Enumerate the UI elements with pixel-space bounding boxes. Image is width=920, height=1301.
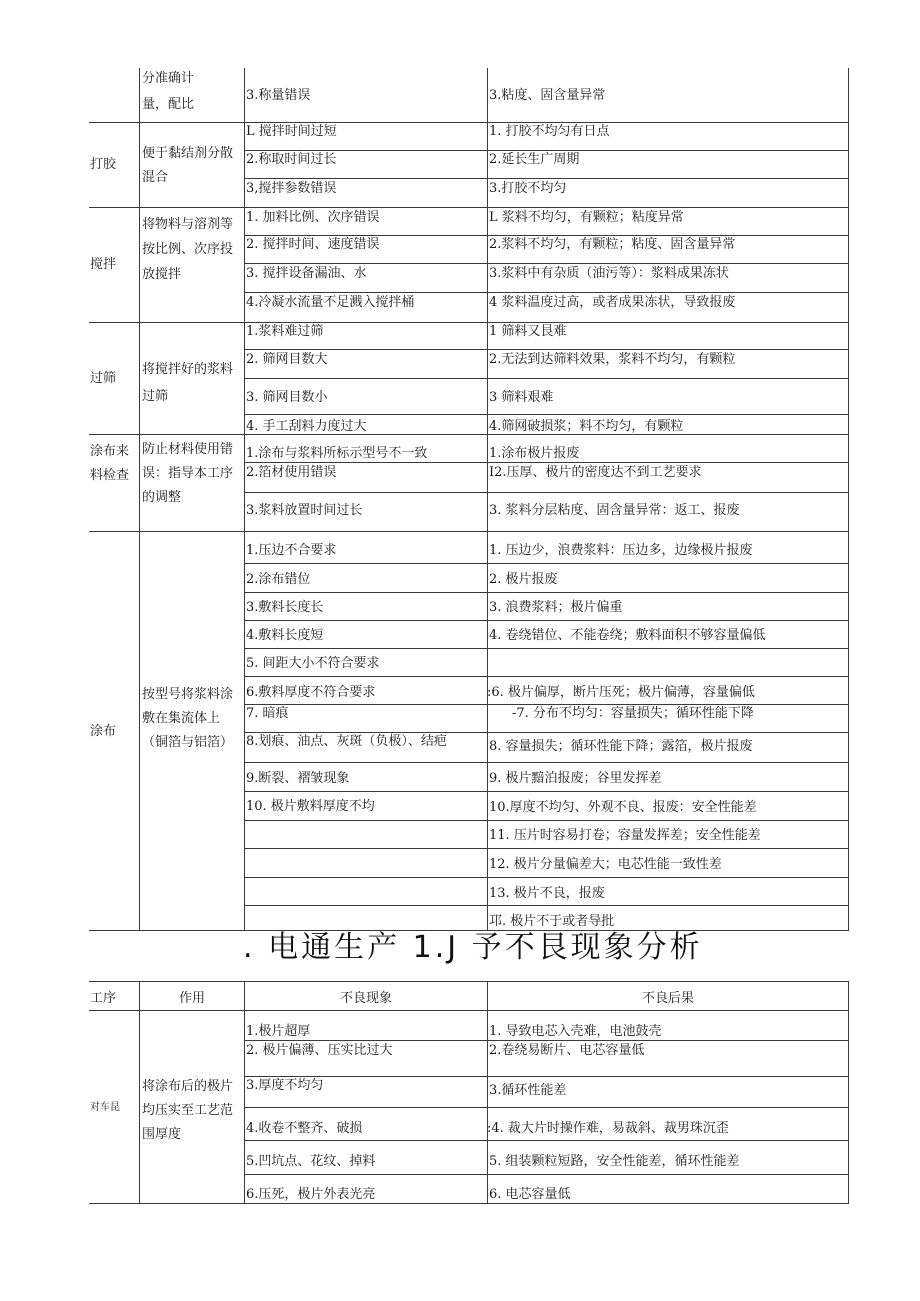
result-cell: -7. 分布不均匀：容量损失；循环性能下降 <box>512 706 754 721</box>
row-border <box>89 207 849 208</box>
row-border <box>244 1076 849 1077</box>
result-cell: 1. 压边少，浪费浆料：压边多，边缘极片报废 <box>489 543 753 558</box>
issue-cell: 4. 手工刮料力度过大 <box>246 419 367 434</box>
result-cell: 2.延长生广周期 <box>489 152 580 167</box>
row-border <box>89 531 849 532</box>
issue-cell: 1. 加料比例、次序错误 <box>246 210 380 225</box>
row-border <box>244 648 849 649</box>
result-cell: 5. 组装颗粒短路，安全性能差，循环性能差 <box>489 1154 740 1169</box>
purpose-cell: 将物料与溶剂等按比例、次序投放搅拌 <box>142 217 234 282</box>
row-border <box>89 434 849 435</box>
row-border <box>244 762 849 763</box>
issue-cell: 4.收卷不整齐、破损 <box>246 1121 363 1136</box>
process-cell: 打胶 <box>90 157 117 172</box>
issue-cell: 3,搅拌参数错误 <box>246 181 337 196</box>
result-cell: 3.循环性能差 <box>489 1083 567 1098</box>
issue-cell: 2. 筛网目数大 <box>246 352 328 367</box>
issue-cell: 5. 间距大小不符合要求 <box>246 656 380 671</box>
issue-cell: 3.称量错误 <box>246 88 311 103</box>
result-cell: 12. 极片分量偏差大；电芯性能一致性差 <box>489 857 722 872</box>
purpose-cell: 将搅拌好的浆料过筛 <box>142 362 234 404</box>
result-cell: 1. 打胶不均匀有日点 <box>489 124 610 139</box>
issue-cell: 7. 暗痕 <box>246 706 289 721</box>
result-cell: 8. 容量损失；循环性能下降；露箔，极片报废 <box>489 739 753 754</box>
result-cell: 1. 导致电芯入壳难，电池鼓壳 <box>489 1024 662 1039</box>
result-cell: 6. 电芯容量低 <box>489 1187 571 1202</box>
result-cell: 10.厚度不均匀、外观不良、报废：安全性能差 <box>489 800 757 815</box>
issue-cell: 6.压死，极片外表光亮 <box>246 1187 376 1202</box>
process-cell: 搅拌 <box>90 257 117 272</box>
result-cell: 3 筛料艰难 <box>489 390 554 405</box>
issue-cell: 4.冷凝水流量不足溅入搅拌桶 <box>246 295 415 310</box>
row-border <box>89 322 849 323</box>
result-cell: 3. 浆料分层粘度、固含量异常：返工、报废 <box>489 503 740 518</box>
issue-cell: 10. 极片敷料厚度不均 <box>246 799 375 814</box>
result-cell: 4.筛网破损浆；料不均匀，有颗粒 <box>489 419 684 434</box>
section-title: . 电通生产 1.J 予不艮现象分析 <box>243 930 703 965</box>
purpose-cell: 按型号将浆料涂敷在集流体上（铜箔与铝箔） <box>142 687 234 750</box>
col-border-3 <box>487 68 488 930</box>
issue-cell: 3. 筛网目数小 <box>246 390 328 405</box>
row-border <box>244 791 849 792</box>
result-cell: 1.涂布极片报废 <box>489 446 580 461</box>
issue-cell: 1.压边不合要求 <box>246 543 337 558</box>
row-border <box>244 592 849 593</box>
issue-cell: 1.浆料难过筛 <box>246 324 324 339</box>
row-border <box>244 1107 849 1108</box>
issue-cell: 3.浆料放置时间过长 <box>246 503 363 518</box>
col-border-2 <box>244 981 245 1203</box>
issue-cell: 4.敷料长度短 <box>246 628 324 643</box>
row-border <box>244 820 849 821</box>
result-cell: 11. 压片时容易打卷；容量发挥差；安全性能差 <box>489 828 761 843</box>
col-border-1 <box>139 981 140 1203</box>
issue-cell: 5.凹坑点、花纹、掉料 <box>246 1154 376 1169</box>
issue-cell: 2. 搅拌时间、速度错误 <box>246 237 380 252</box>
issue-cell: 2.称取时间过长 <box>246 152 337 167</box>
result-cell: L 浆料不均匀，有颗粒；粘度异常 <box>489 210 684 225</box>
header-result: 不良后果 <box>641 991 694 1006</box>
result-cell: 1 筛料又艮难 <box>489 324 567 339</box>
issue-cell: 1.涂布与浆料所标示型号不一致 <box>246 446 428 461</box>
result-cell: 3. 浪费浆料；极片偏重 <box>489 600 623 615</box>
issue-cell: 2.箔材使用错误 <box>246 465 337 480</box>
issue-cell: 9.断裂、褶皱现象 <box>246 771 350 786</box>
header-process: 工序 <box>90 991 117 1006</box>
process-cell: 涂布 <box>90 724 117 739</box>
result-cell: 2.卷绕易断片、电芯容量低 <box>489 1043 645 1058</box>
purpose-cell: 将涂布后的极片均压实至工艺范围厚度 <box>142 1079 234 1142</box>
result-cell: 2.浆料不均匀，有颗粒；粘度、固含量异常 <box>489 237 736 252</box>
header-issue: 不良现象 <box>339 991 392 1006</box>
issue-cell: 8.划痕、油点、灰斑（负极）、结疤 <box>246 734 447 749</box>
table-bottom-border <box>89 1203 849 1204</box>
purpose-cell: 分准确计量，配比 <box>142 71 195 112</box>
row-border <box>244 620 849 621</box>
purpose-cell: 便于黏结剂分散混合 <box>142 146 234 185</box>
result-cell: :4. 裁大片时操作难，易裁斜、裁男珠沉歪 <box>487 1121 729 1136</box>
row-border <box>244 676 849 677</box>
col-border-2 <box>244 68 245 930</box>
col-border-4 <box>848 981 849 1203</box>
table-top-border <box>89 981 849 982</box>
result-cell: 2. 极片报废 <box>489 572 558 587</box>
result-cell: 邛. 极片不于或者导批 <box>489 914 615 929</box>
process-cell: 涂布来料检查 <box>90 444 130 483</box>
issue-cell: L 搅拌时间过短 <box>246 124 337 139</box>
issue-cell: 3.厚度不均匀 <box>246 1078 324 1093</box>
result-cell: I2.压厚、极片的密度达不到工艺要求 <box>489 465 702 480</box>
process-cell: 对车昆 <box>90 1102 120 1113</box>
row-border <box>244 563 849 564</box>
row-border <box>244 877 849 878</box>
col-border-1 <box>139 68 140 930</box>
result-cell: 3.粘度、固含量异常 <box>489 88 606 103</box>
result-cell: 2.无法到达筛料效果，浆料不均匀，有颗粒 <box>489 352 736 367</box>
issue-cell: 3. 搅拌设备漏油、水 <box>246 266 367 281</box>
issue-cell: 1.极片超厚 <box>246 1024 311 1039</box>
result-cell: 4 浆料温度过高，或者成果冻状，导致报废 <box>489 295 736 310</box>
row-border <box>244 492 849 493</box>
row-border <box>244 378 849 379</box>
row-border <box>244 1174 849 1175</box>
row-border <box>89 122 849 123</box>
header-purpose: 作用 <box>178 991 205 1006</box>
col-border-3 <box>487 981 488 1203</box>
result-cell: 9. 极片黯泊报废；谷里发挥差 <box>489 771 662 786</box>
purpose-cell: 防止材料使用错误：指导本工序的调整 <box>142 442 234 505</box>
process-cell: 过筛 <box>90 371 117 386</box>
result-cell: 4. 卷绕错位、不能卷绕；敷料面积不够容量偏低 <box>489 628 766 643</box>
result-cell: 3.打胶不均匀 <box>489 181 567 196</box>
issue-cell: 2.涂布错位 <box>246 572 311 587</box>
result-cell: 13. 极片不良，报废 <box>489 886 605 901</box>
col-border-4 <box>848 68 849 930</box>
row-border <box>244 848 849 849</box>
issue-cell: 2. 极片偏薄、压实比过大 <box>246 1043 393 1058</box>
issue-cell: 6.敷料厚度不符合要求 <box>246 685 376 700</box>
issue-cell: 3.敷料长度长 <box>246 600 324 615</box>
result-cell: :6. 极片偏厚，断片压死；极片偏薄，容量偏低 <box>487 685 755 700</box>
result-cell: 3.浆料中有杂质（油污等）：浆料成果冻状 <box>489 266 729 281</box>
